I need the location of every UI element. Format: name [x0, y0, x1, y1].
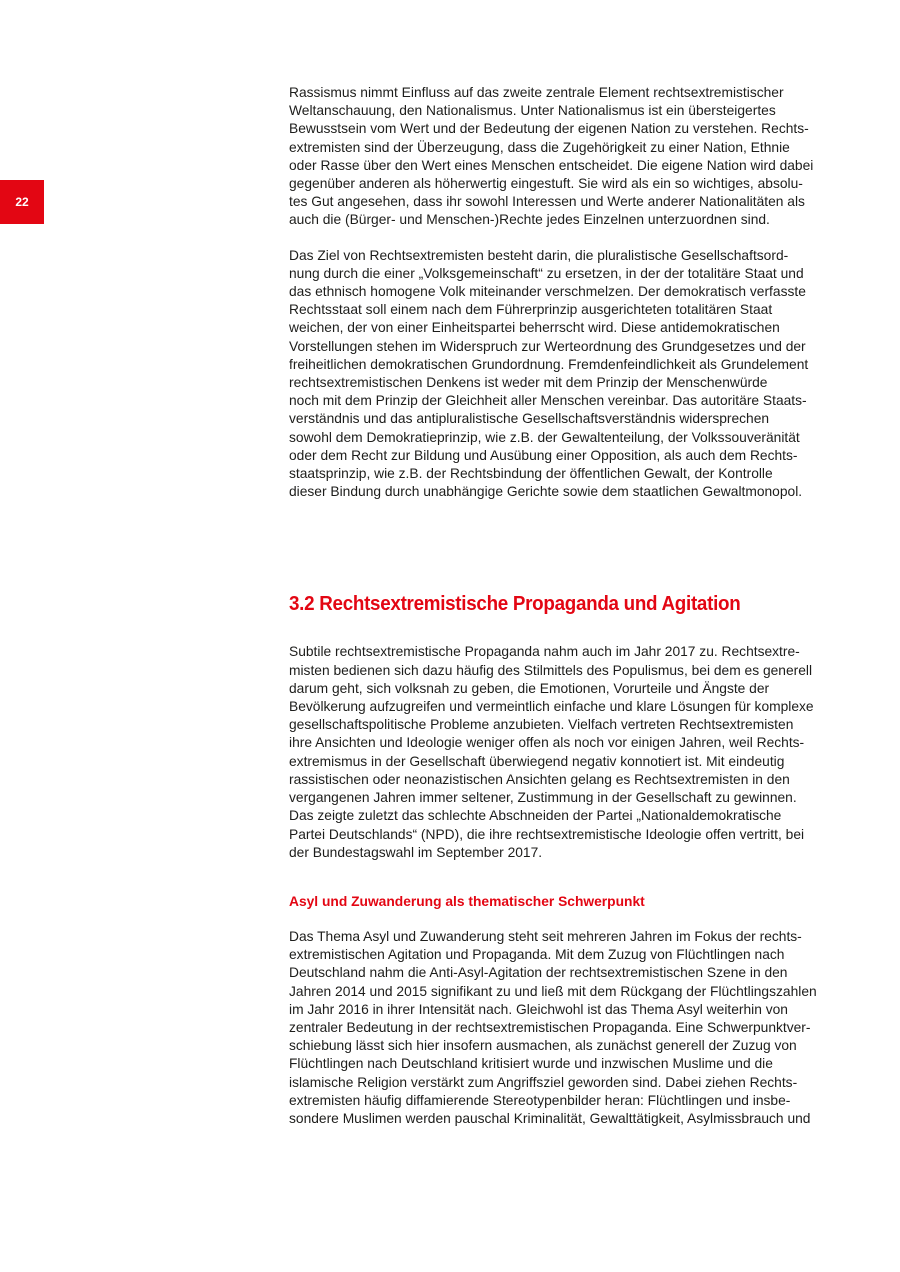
text-line: Vorstellungen stehen im Widerspruch zur Werteordnung des Grundgesetzes und der	[289, 338, 806, 354]
text-line: misten bedienen sich dazu häufig des Stilmittels des Populismus, bei dem es generell	[289, 662, 813, 678]
text-line: islamische Religion verstärkt zum Angriffsziel geworden sind. Dabei ziehen Rechts-	[289, 1074, 798, 1090]
paragraph-goals	[289, 247, 841, 502]
text-line: verständnis und das antipluralistische Gesellschaftsverständnis widersprechen	[289, 411, 770, 427]
text-line: dieser Bindung durch unabhängige Gerichte sowie dem staatlichen Gewaltmonopol.	[289, 484, 803, 500]
text-line: staatsprinzip, wie z.B. der Rechtsbindung der öffentlichen Gewalt, der Kontrolle	[289, 466, 773, 482]
text-line: sondere Muslimen werden pauschal Kriminalität, Gewalttätigkeit, Asylmissbrauch und	[289, 1110, 811, 1126]
text-line: extremismus in der Gesellschaft überwiegend negativ konnotiert ist. Mit eindeutig	[289, 753, 785, 769]
text-line: Bevölkerung aufzugreifen und vermeintlich einfache und klare Lösungen für komplexe	[289, 699, 814, 715]
text-line: gegenüber anderen als höherwertig eingestuft. Sie wird als ein so wichtiges, absolu-	[289, 176, 803, 192]
text-line: der Bundestagswahl im September 2017.	[289, 844, 543, 860]
text-line: Weltanschauung, den Nationalismus. Unter Nationalismus ist ein übersteigertes	[289, 103, 776, 119]
text-line: sowohl dem Demokratieprinzip, wie z.B. der Gewaltenteilung, der Volkssouveränität	[289, 429, 800, 445]
paragraph-propaganda	[289, 643, 841, 861]
text-line: das ethnisch homogene Volk miteinander verschmelzen. Der demokratisch verfasste	[289, 284, 806, 300]
text-line: Jahren 2014 und 2015 signifikant zu und ließ mit dem Rückgang der Flüchtlingszahlen	[289, 983, 817, 999]
text-line: extremistischen Agitation und Propaganda. Mit dem Zuzug von Flüchtlingen nach	[289, 947, 785, 963]
page-number-tab	[0, 180, 44, 224]
text-line: Flüchtlingen nach Deutschland kritisiert wurde und inzwischen Muslime und die	[289, 1056, 773, 1072]
text-line: noch mit dem Prinzip der Gleichheit aller Menschen vereinbar. Das autoritäre Staats-	[289, 393, 807, 409]
text-line: tes Gut angesehen, dass ihr sowohl Interessen und Werte anderer Nationalitäten als	[289, 194, 805, 210]
text-line: oder dem Recht zur Bildung und Ausübung einer Opposition, als auch dem Rechts-	[289, 447, 798, 463]
text-line: Das Ziel von Rechtsextremisten besteht darin, die pluralistische Gesellschaftsord-	[289, 247, 789, 263]
section-heading: 3.2 Rechtsextremistische Propaganda und Agitation	[289, 593, 741, 616]
text-line: Rechtsstaat soll einem nach dem Führerprinzip ausgerichteten totalitären Staat	[289, 302, 773, 318]
text-line: gesellschaftspolitische Probleme anzubieten. Vielfach vertreten Rechtsextremisten	[289, 717, 794, 733]
text-line: Subtile rechtsextremistische Propaganda nahm auch im Jahr 2017 zu. Rechtsextre-	[289, 644, 800, 660]
text-line: ihre Ansichten und Ideologie weniger offen als noch vor einigen Jahren, weil Rechts-	[289, 735, 805, 751]
main-content	[289, 84, 841, 1128]
paragraph-asylum	[289, 928, 841, 1128]
text-line: schiebung lässt sich hier insofern ausmachen, als zunächst generell der Zuzug von	[289, 1038, 797, 1054]
text-line: extremisten häufig diffamierende Stereotypenbilder heran: Flüchtlingen und insbe-	[289, 1092, 791, 1108]
text-line: freiheitlichen demokratischen Grundordnung. Fremdenfeindlichkeit als Grundelement	[289, 356, 809, 372]
text-line: im Jahr 2016 in ihrer Intensität nach. Gleichwohl ist das Thema Asyl weiterhin von	[289, 1001, 788, 1017]
text-line: zentraler Bedeutung in der rechtsextremistischen Propaganda. Eine Schwerpunktver-	[289, 1019, 811, 1035]
text-line: rechtsextremistischen Denkens ist weder mit dem Prinzip der Menschenwürde	[289, 375, 768, 391]
text-line: oder Rasse über den Wert eines Menschen entscheidet. Die eigene Nation wird dabei	[289, 157, 814, 173]
text-line: Bewusstsein vom Wert und der Bedeutung der eigenen Nation zu verstehen. Rechts-	[289, 121, 809, 137]
text-line: rassistischen oder neonazistischen Ansichten gelang es Rechtsextremisten in den	[289, 771, 790, 787]
text-line: darum geht, sich volksnah zu geben, die Emotionen, Vorurteile und Ängste der	[289, 680, 770, 696]
text-line: auch die (Bürger- und Menschen-)Rechte jedes Einzelnen unterzuordnen sind.	[289, 212, 770, 228]
text-line: weichen, der von einer Einheitspartei beherrscht wird. Diese antidemokratischen	[289, 320, 780, 336]
sub-heading: Asyl und Zuwanderung als thematischer Schwerpunkt	[289, 893, 645, 909]
text-line: Deutschland nahm die Anti-Asyl-Agitation der rechtsextremistischen Szene in den	[289, 965, 788, 981]
text-line: Das zeigte zuletzt das schlechte Abschneiden der Partei „Nationaldemokratische	[289, 808, 782, 824]
paragraph-nationalism	[289, 84, 841, 230]
text-line: vergangenen Jahren immer seltener, Zustimmung in der Gesellschaft zu gewinnen.	[289, 790, 797, 806]
text-line: Das Thema Asyl und Zuwanderung steht seit mehreren Jahren im Fokus der rechts-	[289, 928, 802, 944]
text-line: Partei Deutschlands“ (NPD), die ihre rechtsextremistische Ideologie offen vertritt, bei	[289, 826, 805, 842]
text-line: nung durch die einer „Volksgemeinschaft“ zu ersetzen, in der der totalitäre Staat und	[289, 265, 804, 281]
page-number: 22	[15, 195, 29, 209]
text-line: extremisten sind der Überzeugung, dass die Zugehörigkeit zu einer Nation, Ethnie	[289, 139, 790, 155]
text-line: Rassismus nimmt Einfluss auf das zweite zentrale Element rechtsextremistischer	[289, 85, 784, 100]
